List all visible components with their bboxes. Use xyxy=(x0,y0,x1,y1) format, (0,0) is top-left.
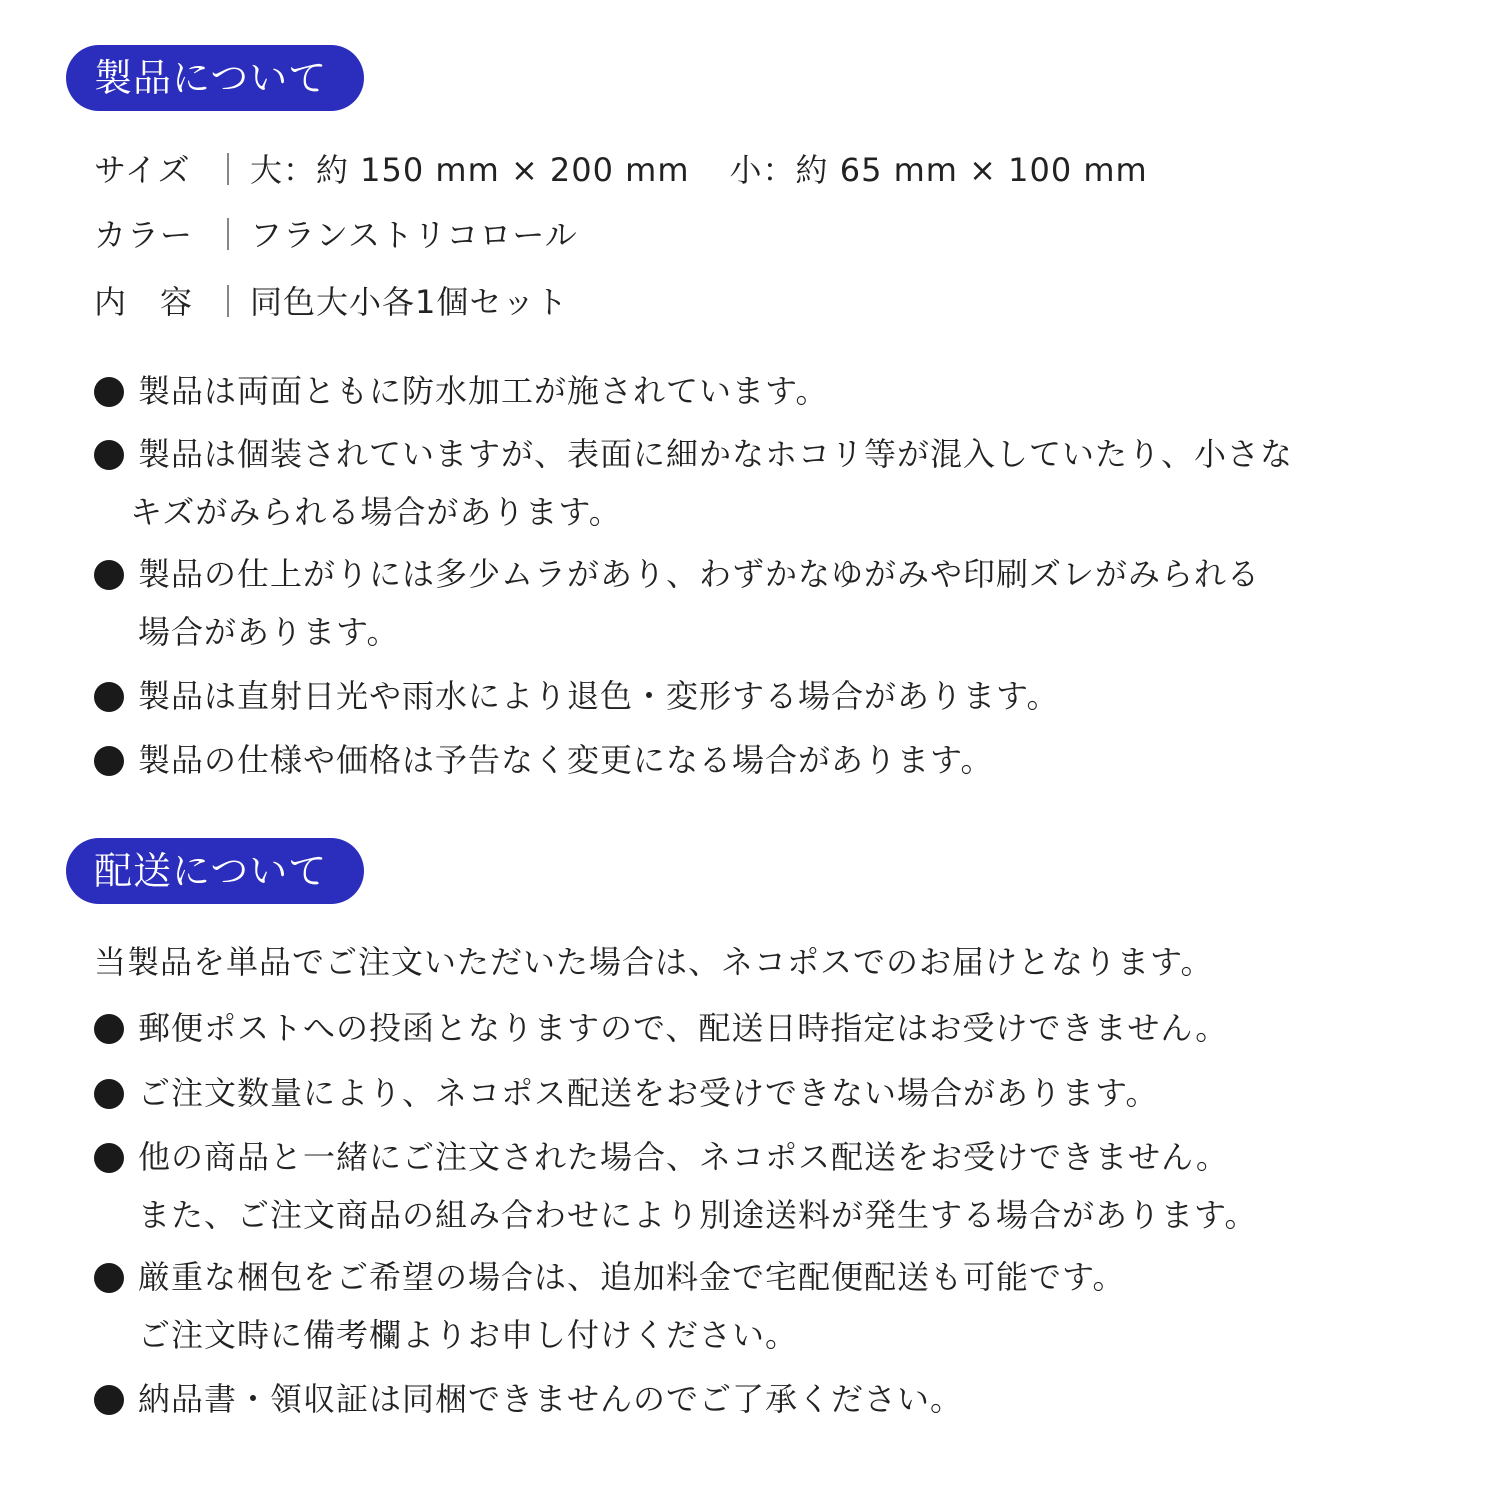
bullet-dot-icon xyxy=(94,746,124,776)
spec-color-label: カラー xyxy=(94,216,194,254)
spec-size-large: 大：約 150 mm × 200 mm xyxy=(250,151,690,189)
shipping-note-line: 納品書・領収証は同梱できませんのでご了承ください。 xyxy=(138,1380,964,1418)
shipping-note-line: 厳重な梱包をご希望の場合は、追加料金で宅配便配送も可能です。 xyxy=(138,1258,1126,1296)
spec-contents-value: 同色大小各1個セット xyxy=(250,283,569,321)
shipping-note xyxy=(94,1248,1125,1364)
product-note xyxy=(94,425,1293,541)
shipping-intro: 当製品を単品でご注文いただいた場合は、ネコポスでのお届けとなります。 xyxy=(94,943,1214,981)
shipping-note-line: 他の商品と一緒にご注文された場合、ネコポス配送をお受けできません。 xyxy=(138,1138,1229,1176)
product-note-line: 製品は直射日光や雨水により退色・変形する場合があります。 xyxy=(138,677,1060,715)
shipping-section-heading: 配送について xyxy=(66,838,364,904)
spec-contents-label: 内 容 xyxy=(94,283,194,321)
bullet-dot-icon xyxy=(94,560,124,590)
bullet-dot-icon xyxy=(94,1014,124,1044)
spec-separator: ｜ xyxy=(212,216,246,254)
shipping-note xyxy=(94,1128,1257,1244)
spec-size-small: 小：約 65 mm × 100 mm xyxy=(729,151,1148,189)
shipping-note-line: ご注文数量により、ネコポス配送をお受けできない場合があります。 xyxy=(138,1074,1159,1112)
bullet-dot-icon xyxy=(94,1385,124,1415)
product-note xyxy=(94,667,1059,725)
product-note-line: 製品の仕上がりには多少ムラがあり、わずかなゆがみや印刷ズレがみられる xyxy=(138,555,1261,593)
bullet-dot-icon xyxy=(94,1079,124,1109)
shipping-note-line: ご注文時に備考欄よりお申し付けください。 xyxy=(138,1316,799,1354)
shipping-note-line: 郵便ポストへの投函となりますので、配送日時指定はお受けできません。 xyxy=(138,1009,1229,1047)
product-note-line: 製品は両面ともに防水加工が施されています。 xyxy=(138,372,829,410)
product-note-line: キズがみられる場合があります。 xyxy=(130,493,622,531)
spec-color-row xyxy=(94,215,578,255)
bullet-dot-icon xyxy=(94,1263,124,1293)
product-note-line: 製品の仕様や価格は予告なく変更になる場合があります。 xyxy=(138,741,994,779)
product-note-line: 製品は個装されていますが、表面に細かなホコリ等が混入していたり、小さな xyxy=(138,435,1294,473)
bullet-dot-icon xyxy=(94,1143,124,1173)
shipping-note-line: また、ご注文商品の組み合わせにより別途送料が発生する場合があります。 xyxy=(138,1196,1258,1234)
spec-separator: ｜ xyxy=(212,283,246,321)
product-section-heading: 製品について xyxy=(66,45,364,111)
product-note-line: 場合があります。 xyxy=(138,613,400,651)
spec-color-value: フランストリコロール xyxy=(250,216,578,254)
spec-separator: ｜ xyxy=(212,151,246,189)
product-note xyxy=(94,362,828,420)
bullet-dot-icon xyxy=(94,377,124,407)
spec-size-row xyxy=(94,150,1148,190)
product-note xyxy=(94,731,993,789)
spec-size-label: サイズ xyxy=(94,151,191,189)
shipping-note xyxy=(94,1064,1158,1122)
bullet-dot-icon xyxy=(94,440,124,470)
spec-contents-row xyxy=(94,282,568,322)
shipping-note xyxy=(94,999,1228,1057)
shipping-note xyxy=(94,1370,963,1428)
product-note xyxy=(94,545,1260,661)
bullet-dot-icon xyxy=(94,682,124,712)
